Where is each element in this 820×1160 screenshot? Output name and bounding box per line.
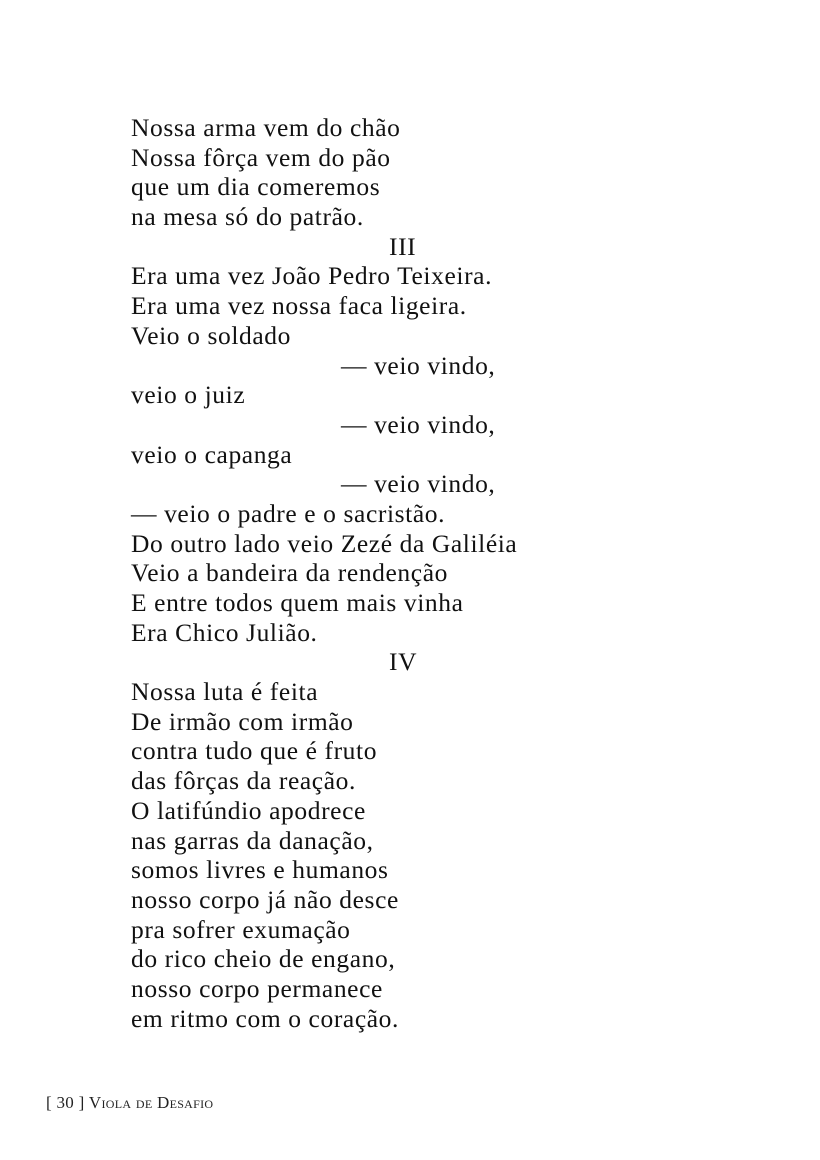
poem-line: Veio o soldado	[131, 320, 291, 350]
poem-line: nosso corpo já não desce	[131, 884, 399, 914]
poem-line: do rico cheio de engano,	[131, 944, 396, 974]
poem-line: veio o capanga	[131, 439, 293, 469]
poem-line: na mesa só do patrão.	[131, 202, 364, 232]
poem-line: Nossa arma vem do chão	[131, 113, 401, 142]
poem-line: Era Chico Julião.	[131, 617, 318, 647]
poem-line: nosso corpo permanece	[131, 973, 383, 1003]
poem-line: nas garras da danação,	[131, 825, 374, 855]
poem-line: contra tudo que é fruto	[131, 736, 378, 766]
poem-line: em ritmo com o coração.	[131, 1003, 399, 1033]
poem-text	[131, 113, 651, 1033]
poem-line: E entre todos quem mais vinha	[131, 588, 464, 617]
section-heading-iii: III	[389, 231, 417, 261]
poem-line: Era uma vez João Pedro Teixeira.	[131, 261, 493, 291]
poem-line-indented: — veio vindo,	[341, 409, 496, 439]
poem-line: veio o juiz	[131, 380, 246, 410]
poem-line: — veio o padre e o sacristão.	[131, 498, 446, 528]
poem-line: pra sofrer exumação	[131, 914, 351, 944]
poem-line: Do outro lado veio Zezé da Galiléia	[131, 528, 518, 558]
poem-line: que um dia comeremos	[131, 172, 381, 202]
poem-line: Nossa fôrça vem do pão	[131, 142, 391, 172]
poem-line: De irmão com irmão	[131, 706, 354, 736]
poem-line: Nossa luta é feita	[131, 677, 319, 707]
poem-line: Veio a bandeira da rendenção	[131, 558, 448, 588]
poem-line: somos livres e humanos	[131, 855, 389, 885]
poem-line-indented: — veio vindo,	[341, 469, 496, 499]
poem-line: O latifúndio apodrece	[131, 795, 366, 825]
poem-line: Era uma vez nossa faca ligeira.	[131, 291, 467, 321]
poem-line: das fôrças da reação.	[131, 766, 356, 796]
poem-line-indented: — veio vindo,	[341, 350, 496, 380]
section-heading-iv: IV	[389, 647, 418, 677]
page-footer: [ 30 ] Viola de Desafio	[46, 1093, 214, 1112]
